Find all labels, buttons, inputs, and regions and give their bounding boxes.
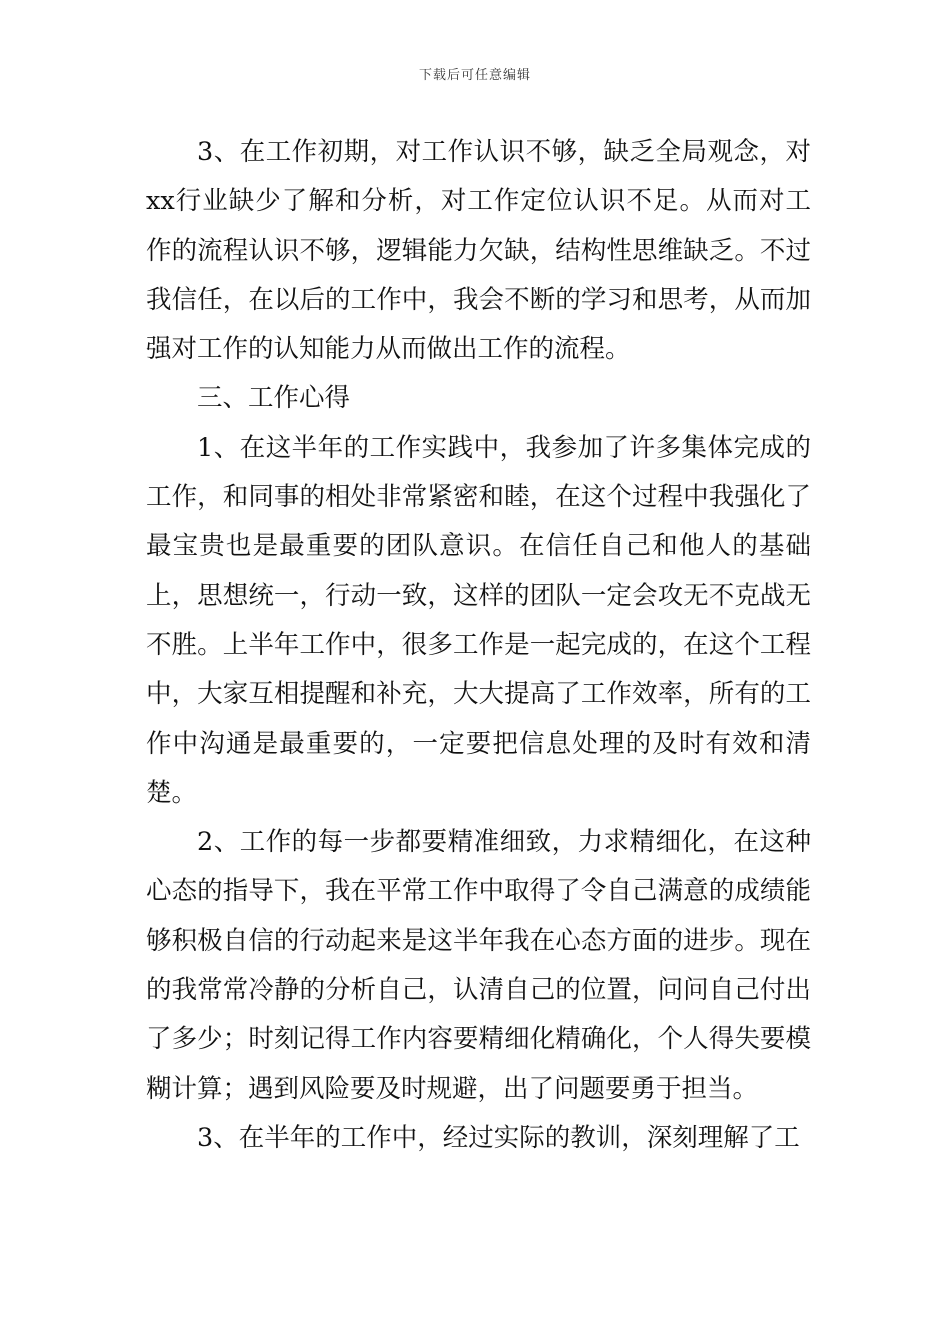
paragraph-teamwork: 1、在这半年的工作实践中，我参加了许多集体完成的工作，和同事的相处非常紧密和睦，在这个过程中我强化了最宝贵也是最重要的团队意识。在信任自己和他人的基础上，思想统一，行动一致，这样的团队一定会攻无不克战无不胜。上半年工作中，很多工作是一起完成的，在这个工程中，大家互相提醒和补充，大大提高了工作效率，所有的工作中沟通是最重要的，一定要把信息处理的及时有效和清楚。 xyxy=(146,432,811,808)
paragraph-precision: 2、工作的每一步都要精准细致，力求精细化，在这种心态的指导下，我在平常工作中取得了令自己满意的成绩能够积极自信的行动起来是这半年我在心态方面的进步。现在的我常常冷静的分析自己，认清自己的位置，问问自己付出了多少；时刻记得工作内容要精细化精确化，个人得失要模糊计算；遇到风险要及时规避，出了问题要勇于担当。 xyxy=(146,827,811,1104)
paragraph-work-initial-issues: 3、在工作初期，对工作认识不够，缺乏全局观念，对xx行业缺少了解和分析，对工作定位认识不足。从而对工作的流程认识不够，逻辑能力欠缺，结构性思维缺乏。不过我信任，在以后的工作中，我会不断的学习和思考，从而加强对工作的认知能力从而做出工作的流程。 xyxy=(146,137,811,365)
section-heading-work-experience: 三、工作心得 xyxy=(197,383,351,414)
document-body xyxy=(146,128,811,1163)
page-header: 下载后可任意编辑 xyxy=(418,68,531,83)
paragraph-lessons: 3、在半年的工作中，经过实际的教训，深刻理解了工 xyxy=(197,1122,800,1153)
